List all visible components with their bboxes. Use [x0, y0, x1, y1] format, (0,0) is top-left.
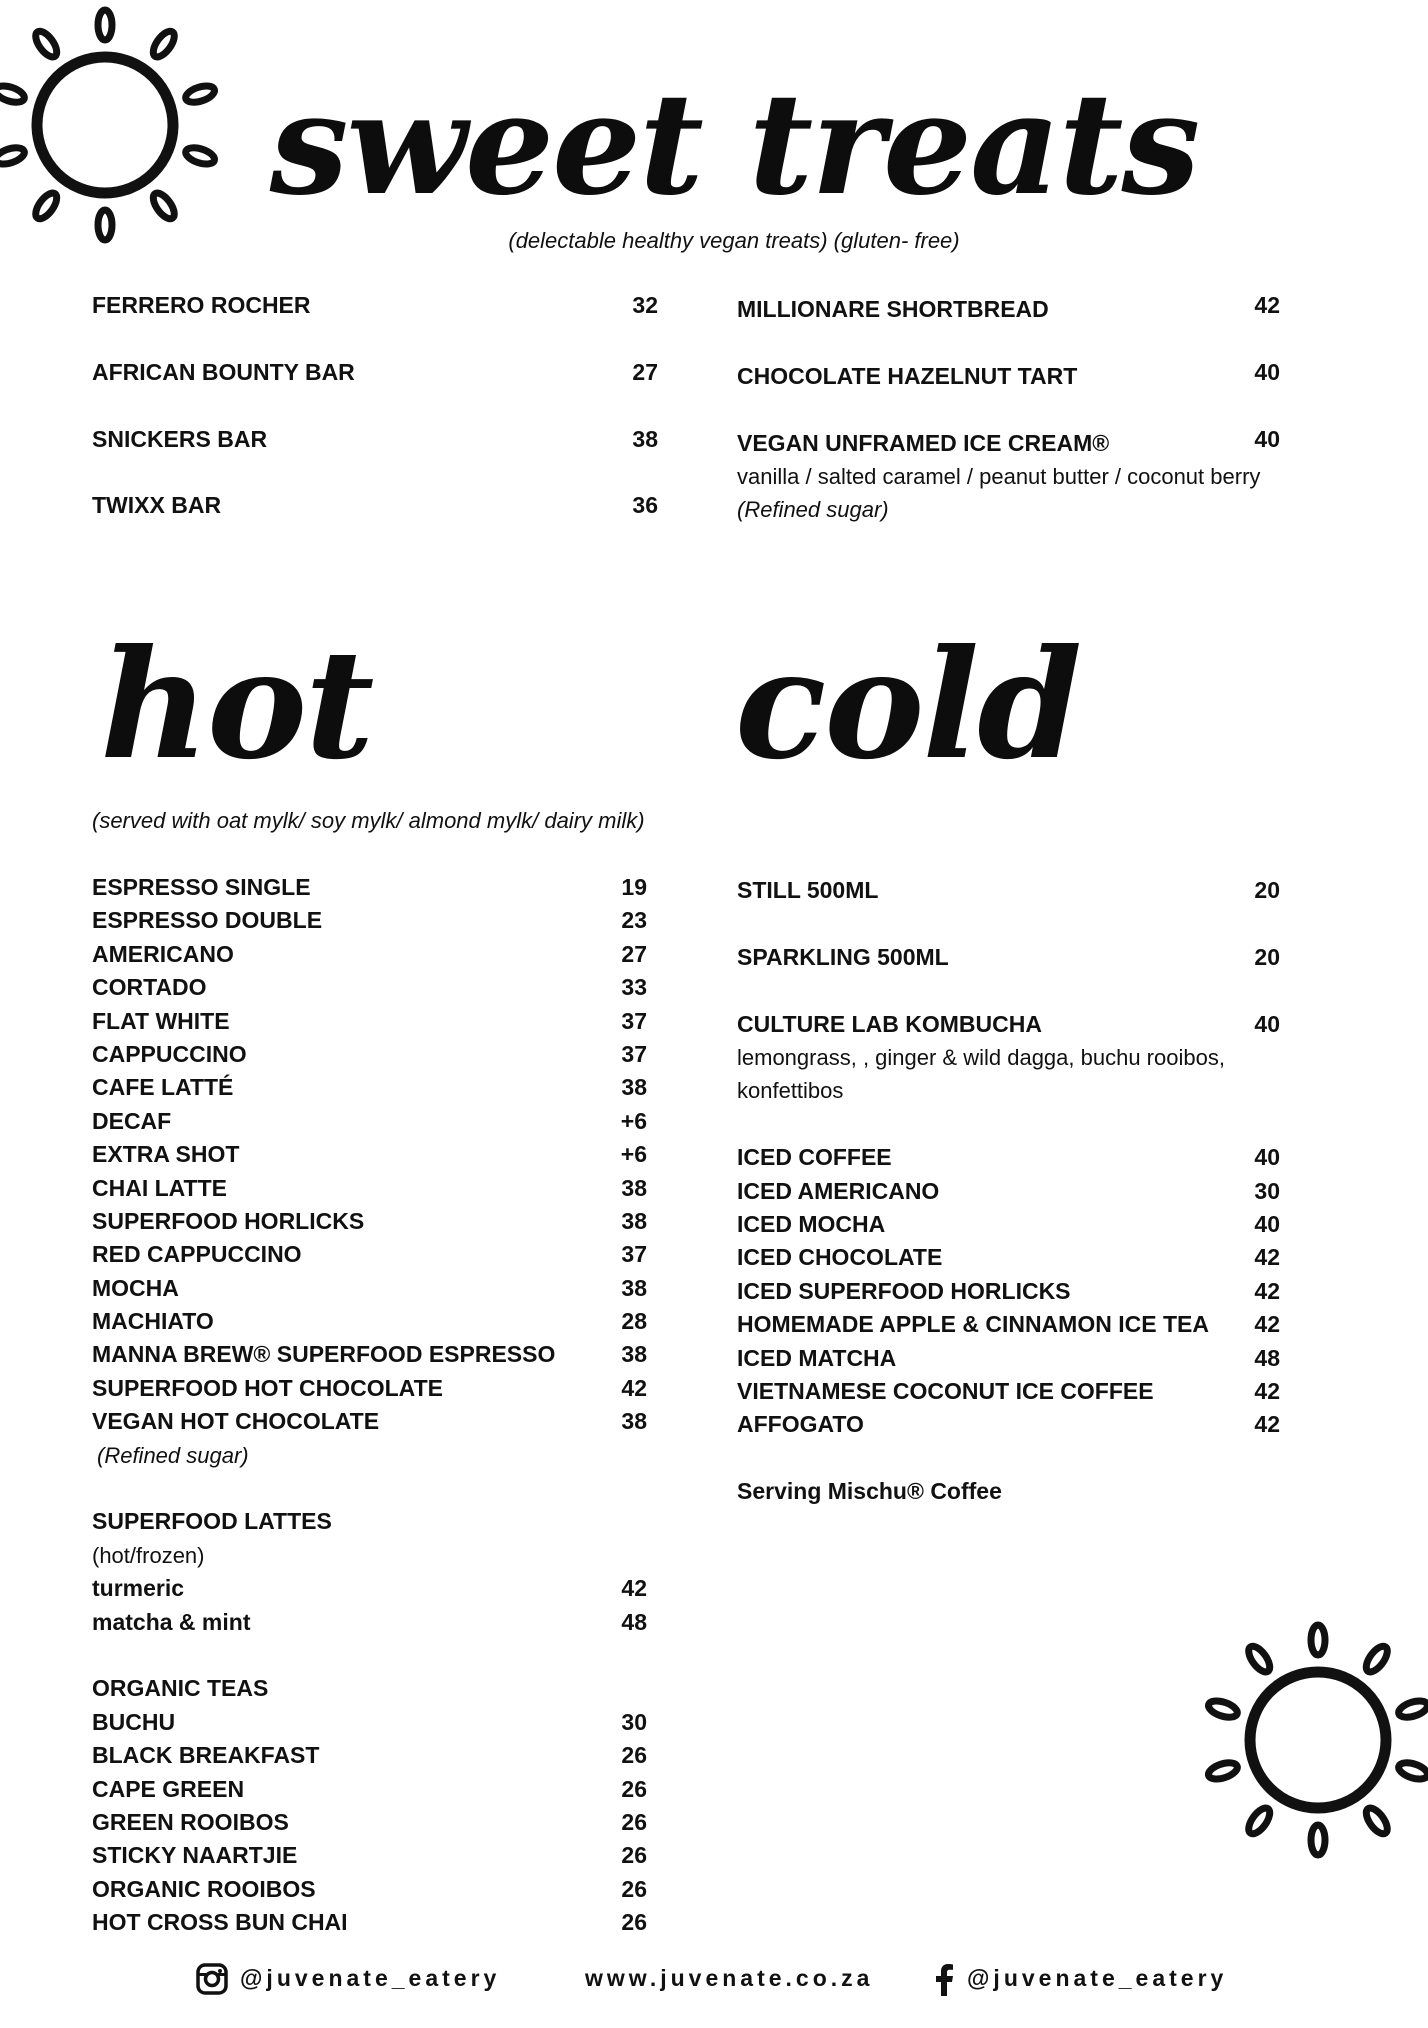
menu-item: AFFOGATO 42 — [737, 1411, 1280, 1438]
menu-item: AFRICAN BOUNTY BAR 27 — [92, 358, 658, 385]
menu-item: STICKY NAARTJIE 26 — [92, 1842, 647, 1869]
kombucha-flavours: lemongrass, , ginger & wild dagga, buchu rooibos, konfettibos — [737, 1044, 1225, 1104]
menu-item: MILLIONARE SHORTBREAD 42 — [737, 292, 1280, 322]
menu-item: ESPRESSO SINGLE 19 — [92, 874, 647, 900]
sweet-treats-subtitle: (delectable healthy vegan treats) (gluten- free) — [508, 228, 960, 253]
menu-item: ICED COFFEE 40 — [737, 1144, 1280, 1171]
menu-item: MACHIATO 28 — [92, 1308, 647, 1335]
menu-item: CORTADO 33 — [92, 974, 647, 1001]
menu-item: CHAI LATTE 38 — [92, 1174, 647, 1201]
menu-item: RED CAPPUCCINO 37 — [92, 1241, 647, 1268]
footer — [0, 1963, 1428, 2003]
serving-note: Serving Mischu® Coffee — [737, 1478, 1002, 1505]
sun-icon — [1193, 1615, 1428, 1865]
facebook-handle[interactable]: @juvenate_eatery — [967, 1965, 1228, 1991]
menu-item: MOCHA 38 — [92, 1274, 647, 1301]
instagram-handle[interactable]: @juvenate_eatery — [240, 1965, 501, 1991]
teas-heading: ORGANIC TEAS — [92, 1675, 269, 1702]
menu-item: TWIXX BAR 36 — [92, 492, 658, 519]
instagram-icon[interactable] — [196, 1963, 228, 1995]
menu-item: ICED SUPERFOOD HORLICKS 42 — [737, 1277, 1280, 1304]
refined-sugar-note: (Refined sugar) — [97, 1442, 249, 1468]
menu-item: CULTURE LAB KOMBUCHA 40 — [737, 1010, 1280, 1037]
menu-item: SUPERFOOD HOT CHOCOLATE 42 — [92, 1374, 647, 1401]
cold-title: cold — [735, 617, 1081, 793]
menu-item: AMERICANO 27 — [92, 940, 647, 967]
menu-item: ICED MOCHA 40 — [737, 1210, 1280, 1237]
sweet-right-list — [737, 289, 1282, 527]
menu-item: HOT CROSS BUN CHAI 26 — [92, 1909, 647, 1936]
menu-item: MANNA BREW® SUPERFOOD ESPRESSO 38 — [92, 1341, 647, 1368]
hot-subtitle: (served with oat mylk/ soy mylk/ almond mylk/ dairy milk) — [92, 808, 645, 833]
menu-item: turmeric 42 — [92, 1575, 647, 1602]
menu-item: ICED CHOCOLATE 42 — [737, 1244, 1280, 1271]
menu-item: ORGANIC ROOIBOS 26 — [92, 1875, 647, 1902]
menu-item: GREEN ROOIBOS 26 — [92, 1809, 647, 1835]
menu-item: BUCHU 30 — [92, 1708, 647, 1735]
menu-item: VIETNAMESE COCONUT ICE COFFEE 42 — [737, 1377, 1280, 1404]
menu-item: DECAF +6 — [92, 1107, 647, 1134]
menu-item: ESPRESSO DOUBLE 23 — [92, 907, 647, 934]
cold-list — [737, 874, 1282, 1509]
menu-item: SNICKERS BAR 38 — [92, 425, 658, 452]
lattes-note: (hot/frozen) — [92, 1542, 205, 1568]
menu-item: CAFE LATTÉ 38 — [92, 1074, 647, 1101]
menu-item: FLAT WHITE 37 — [92, 1007, 647, 1034]
website-link[interactable]: www.juvenate.co.za — [585, 1965, 874, 1991]
menu-item: matcha & mint 48 — [92, 1608, 647, 1635]
hot-title: hot — [100, 617, 373, 793]
menu-item: VEGAN UNFRAMED ICE CREAM® 40 — [737, 425, 1280, 456]
menu-item: CHOCOLATE HAZELNUT TART 40 — [737, 358, 1280, 389]
lattes-heading: SUPERFOOD LATTES — [92, 1508, 332, 1535]
menu-item: BLACK BREAKFAST 26 — [92, 1742, 647, 1769]
facebook-icon[interactable] — [934, 1964, 954, 1996]
sweet-left-list — [92, 289, 662, 556]
menu-item: SPARKLING 500ML 20 — [737, 943, 1280, 970]
menu-item: CAPE GREEN 26 — [92, 1775, 647, 1802]
menu-item: FERRERO ROCHER 32 — [92, 292, 658, 318]
ice-cream-note: (Refined sugar) — [737, 497, 889, 523]
menu-item: ICED AMERICANO 30 — [737, 1177, 1280, 1204]
menu-item: STILL 500ML 20 — [737, 877, 1280, 903]
menu-item: SUPERFOOD HORLICKS 38 — [92, 1207, 647, 1234]
menu-item: CAPPUCCINO 37 — [92, 1040, 647, 1067]
hot-list — [92, 871, 647, 1940]
menu-item: ICED MATCHA 48 — [737, 1344, 1280, 1371]
ice-cream-flavours: vanilla / salted caramel / peanut butter / coconut berry — [737, 463, 1261, 489]
menu-item: EXTRA SHOT +6 — [92, 1141, 647, 1168]
menu-item: HOMEMADE APPLE & CINNAMON ICE TEA 42 — [737, 1311, 1280, 1338]
sweet-treats-title: sweet treats — [269, 63, 1199, 227]
menu-item: VEGAN HOT CHOCOLATE 38 — [92, 1408, 647, 1435]
